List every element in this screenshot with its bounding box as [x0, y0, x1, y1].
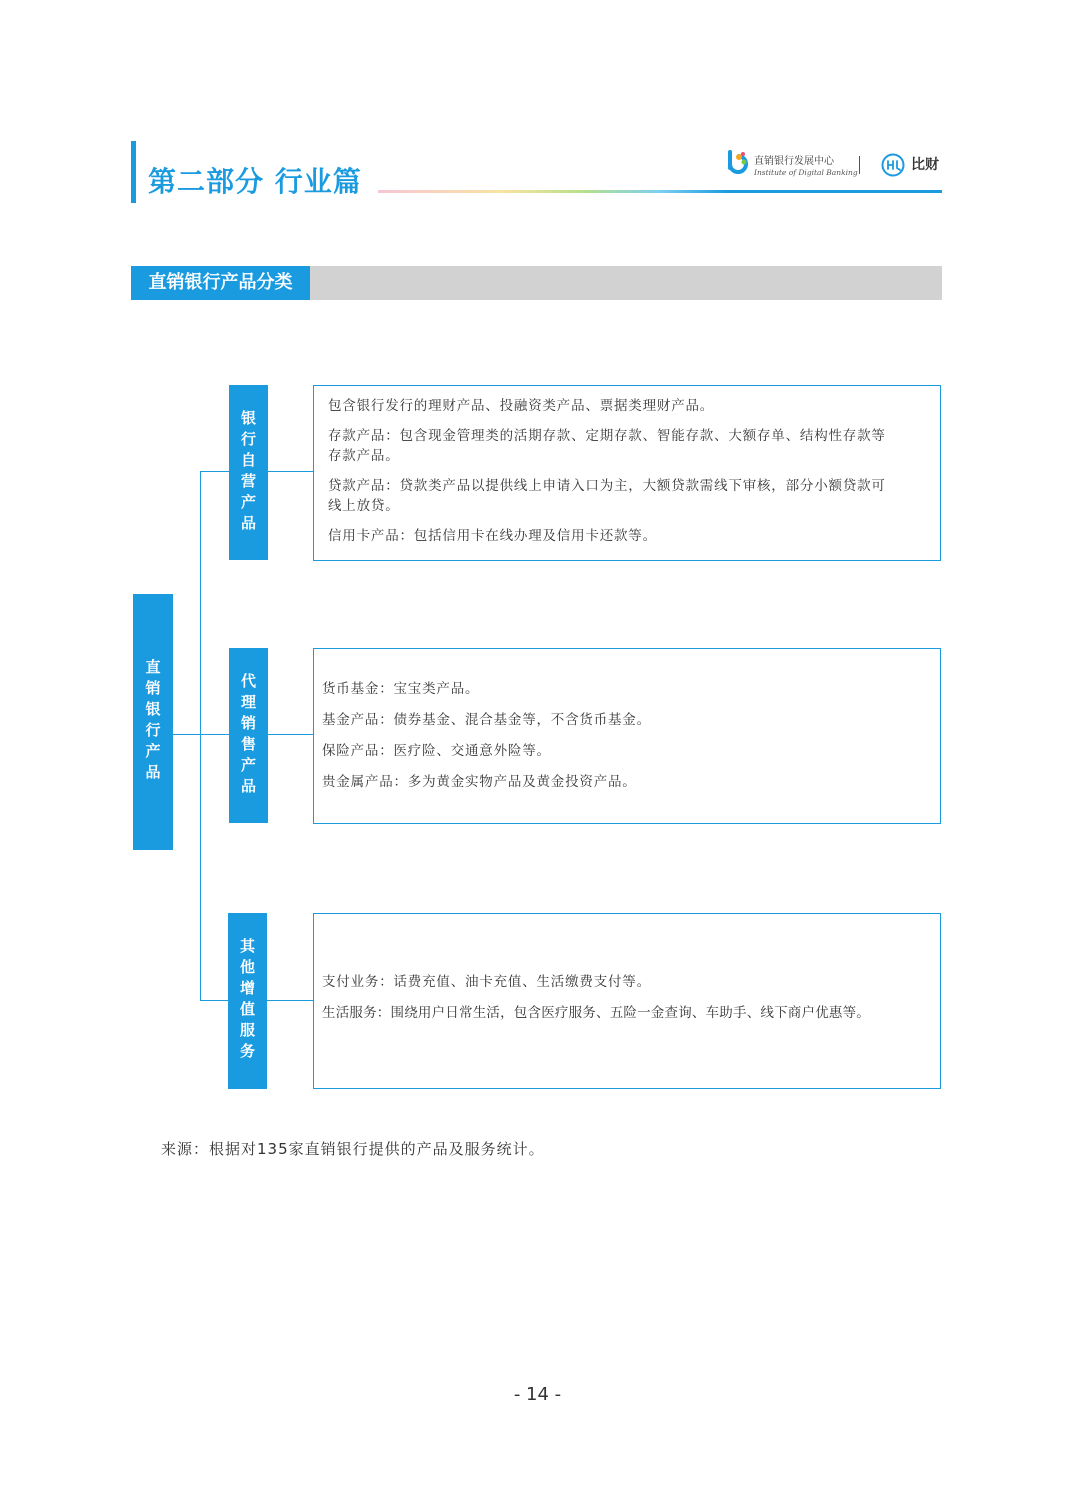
logo-separator: [859, 156, 860, 174]
detail-item: 信用卡产品：包括信用卡在线办理及信用卡还款等。: [328, 528, 657, 544]
detail-item: 货币基金：宝宝类产品。: [322, 681, 480, 697]
detail-item: 贷款产品：贷款类产品以提供线上申请入口为主，大额贷款需线下审核，部分小额贷款可线上放贷。: [328, 478, 886, 514]
detail-connector-1: [268, 471, 314, 472]
detail-item: 生活服务：围绕用户日常生活，包含医疗服务、五险一金查询、车助手、线下商户优惠等。: [322, 1005, 870, 1021]
branch-connector-1: [200, 471, 230, 472]
idb-logo-icon: [724, 150, 748, 178]
bicai-logo-text: 比财: [911, 157, 939, 173]
branch-node-agency-sales: 代理销售产品: [229, 648, 268, 823]
detail-item: 基金产品：债券基金、混合基金等，不含货币基金。: [322, 712, 651, 728]
bicai-logo-icon: [880, 152, 906, 178]
idb-logo-text: 直销银行发展中心: [754, 156, 834, 167]
root-connector: [173, 734, 200, 735]
idb-logo-subtext: Institute of Digital Banking: [754, 168, 858, 177]
trunk-line: [200, 471, 201, 1001]
detail-item: 支付业务：话费充值、油卡充值、生活缴费支付等。: [322, 974, 651, 990]
detail-connector-3: [267, 1000, 314, 1001]
branch-node-value-added: 其他增值服务: [228, 913, 267, 1089]
header-divider: [378, 190, 942, 193]
detail-item: 存款产品：包含现金管理类的活期存款、定期存款、智能存款、大额存单、结构性存款等存款产品。: [328, 428, 886, 464]
section-title: 直销银行产品分类: [131, 266, 310, 300]
detail-box-agency-sales: [313, 648, 941, 824]
detail-item: 包含银行发行的理财产品、投融资类产品、票据类理财产品。: [328, 398, 715, 414]
detail-item: 保险产品：医疗险、交通意外险等。: [322, 743, 551, 759]
header-accent-bar: [131, 141, 136, 203]
page-number: - 14 -: [513, 1384, 562, 1405]
branch-connector-3: [200, 1000, 228, 1001]
root-node: 直销银行产品: [133, 594, 173, 850]
branch-connector-2: [200, 734, 230, 735]
detail-item: 贵金属产品：多为黄金实物产品及黄金投资产品。: [322, 774, 637, 790]
branch-node-self-operated: 银行自营产品: [229, 385, 268, 560]
detail-box-value-added: [313, 913, 941, 1089]
page-title: 第二部分 行业篇: [148, 165, 362, 198]
source-note: 来源：根据对135家直销银行提供的产品及服务统计。: [161, 1140, 545, 1158]
detail-connector-2: [268, 734, 314, 735]
detail-box-self-operated: [313, 385, 941, 561]
